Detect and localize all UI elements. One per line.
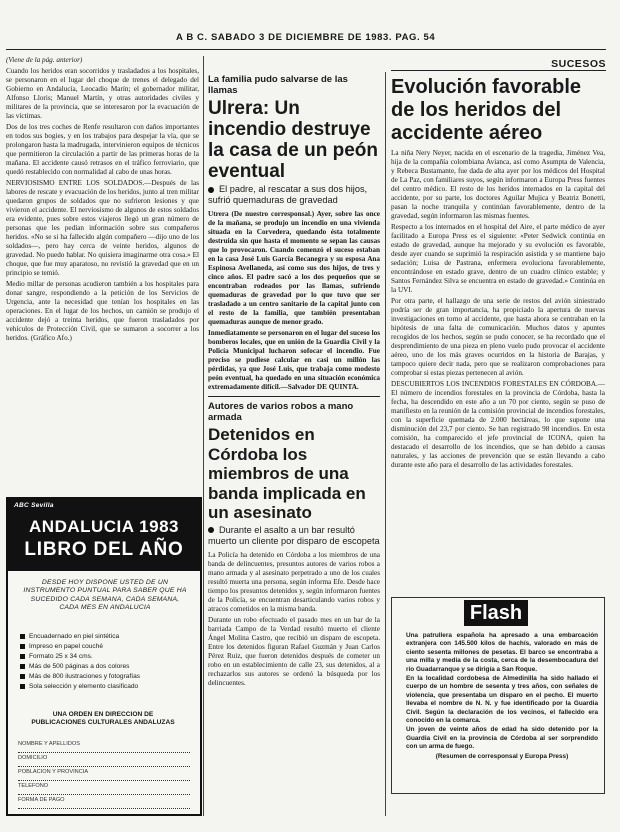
article-1-paragraph-1: Utrera (De nuestro corresponsal.) Ayer, sobre las once de la mañana, se produjo un incendio en una vivienda situada en la Corvedera, quedando ésta totalmente destruida sin que hasta el momento se sepan las causas que lo provocaron. Cuando comenzó el suceso estaban en la casa José Luis García Becanegra y su esposa Ana Espinosa Avellaneda, así como sus dos hijos, de tres y cinco años. El padre sacó a los dos pequeños que se encontraban rodeados por las llamas, sufriendo quemaduras de gravedad por lo que tuvo que ser trasladado a un centro sanitario de la capital junto con el resto de la familia, que también presentaban quemaduras aunque de menor grado. (208, 210, 380, 326)
ad-title-line-1: ANDALUCIA 1983 (29, 517, 179, 536)
article-2-paragraph-2: Durante un robo efectuado el pasado mes en un bar de la barriada Campo de la Verdad resultó muerto el cliente Ángel Molina Castro, que recibió un disparo de escopeta. Entre los detenidos figuran Rafael Guzmán y Juan Carlos Pérez Ruiz, que fueron detenidos después de cometer un robo en un establecimiento de calle 23, sus detenidos, al a rechazarlos sus autores se ordenó la búsqueda por los delincuentes. (208, 615, 380, 687)
article-1-paragraph-2: Inmediatamente se personaron en el lugar del suceso los bomberos locales, que en unión de la Guardia Civil y la Policía Municipal lucharon sofocar el incendio. Fue preciso se pudiese calcular en casi un millón las pérdidas, ya que José Luis, que trabaja como modesto peón eventual, ha quedado en una situación económica extremadamente difícil.—Salvador DE QUINTA. (208, 329, 380, 391)
article-1-headline: Ulrera: Un incendio destruye la casa de un peón eventual (208, 98, 378, 182)
article-3-paragraph-3: Por otra parte, el hallazgo de una serie de restos del avión siniestrado podría ser de gran importancia, ha propiciado la apertura de nuevas investigaciones en torno al accidente, que hasta ahora se centraban en la hipótesis de una falta de comunicación. Muchos datos y apuntes recogidos de los hechos, según se pudo conocer, se ha recordado que el desprendimiento de una pieza en pleno vuelo pudo provocar el accidente aéreo, uno de los más graves ocurridos en la historia de Barajas, y tampoco quiere decir nada, pero que se realizaron comprobaciones para comprobar si estas piezas pertenecen al avión. (391, 297, 605, 377)
bullet-square-icon (20, 654, 25, 659)
ad-order-form (18, 741, 190, 811)
left-paragraph-4: Medio millar de personas acudieron también a los hospitales para donar sangre, respondiendo a la petición de los Servicios de Urgencia, ante la necesidad que tenían los hospitales en las operaciones. En el lugar de los hechos, un camión se produjo el accidente dejó a treinta heridos, que fueron trasladados por vehículos de Protección Civil, que se sumaron a socorrer a los heridos. (Gráfico Afo.) (6, 280, 199, 342)
article-2-headline: Detenidos en Córdoba los miembros de una banda implicada en un asesinato (208, 425, 366, 522)
ad-feature: Impreso en papel couché (20, 642, 196, 652)
ad-feature: Formato 25 x 34 cms. (20, 652, 196, 662)
right-column (391, 76, 605, 594)
ad-title-line-2: LIBRO DEL AÑO (24, 539, 184, 560)
bullet-square-icon (20, 644, 25, 649)
column-divider-1 (203, 56, 204, 816)
article-3-paragraph-1: La niña Nery Neyer, nacida en el escenario de la tragedia, Jiménez Vea, hija de la compañía colombiana Avianca, así como Asumpta de Valencia, y Rebeca Bustamante, fue dada de alta ayer por los médicos del Hospital de La Paz, con familiares suyos, según informaron a Europa Press fuentes del centro médico. El resto de los heridos internados en la capital del accidente, por su parte, los doctores Aguilar Mujica y Beatriz Bonetti, pasan la noche tranquila y continúan favorablemente, dentro de la gravedad, según informaron las mismas fuentes. (391, 149, 605, 220)
bullet-square-icon (20, 634, 25, 639)
column-divider-2 (385, 72, 386, 816)
article-2-paragraph-1: La Policía ha detenido en Córdoba a los miembros de una banda de delincuentes, presuntos autores de varios robos a mano armada y al asesinato perpetrado a uno de los cuales resultó muerta una persona, según informa Efe. Desde hace tiempo los presuntos detenidos y, según informaron fuentes de la Policía, se encuentran desarticulando varios robos y atracos cometidos en la misma banda. (208, 550, 380, 613)
article-2-kicker: Autores de varios robos a mano armada (208, 401, 354, 423)
flash-item-2: En la localidad cordobesa de Almedinilla ha sido hallado el cuerpo de un hombre de sesenta y tres años, con señales de violencia, que presentaba un disparo en el pecho. El muerto llevaba el nombre de N. N. y fue identificado por la Guardia Civil. Según la declaración de los vecinos, el fallecido era conocido en la comarca. (406, 675, 598, 725)
left-column (6, 56, 199, 492)
ad-order-caption: UNA ORDEN EN DIRECCION DE PUBLICACIONES CULTURALES ANDALUZAS (31, 711, 175, 726)
left-paragraph-3: NERVIOSISMO ENTRE LOS SOLDADOS.—Después de las labores de rescate y evacuación de los heridos, junto al tren militar quedaron grupos de soldados que no sufrieron lesiones y que vivieron el accidente. El nerviosismo de algunos de estos soldados era evidente, pues sobre estos viajeros llegó un gran número de personas que les pedían información sobre sus compañeros heridos. «No se si ha fallecido algún compañero —dijo uno de los soldados—, pero hay cerca de veinte heridos, algunos de gravedad. No puedo hablar. No quisiera imaginarme otra cosa.» El choque, que fue muy aparatoso, no revistió la gravedad que en un principio se temió. (6, 179, 199, 277)
article-1-kicker: La familia pudo salvarse de las llamas (208, 74, 348, 96)
section-rule (391, 70, 606, 71)
form-field-address[interactable]: DOMICILIO (18, 755, 190, 767)
flash-source: (Resumen de corresponsal y Europa Press) (435, 752, 569, 760)
bullet-square-icon (20, 684, 25, 689)
form-field-phone[interactable]: TELEFONO (18, 783, 190, 795)
bullet-icon (208, 527, 214, 533)
form-field-city[interactable]: POBLACION Y PROVINCIA (18, 769, 190, 781)
form-field-payment[interactable]: FORMA DE PAGO (18, 797, 190, 809)
flash-text (406, 632, 598, 762)
ad-slogan: DESDE HOY DISPONE USTED DE UN INSTRUMENTO PUNTUAL PARA SABER QUE HA SUCEDIDO CADA SEMANA, CADA SEMANA, CADA MES EN ANDALUCIA (23, 579, 187, 612)
header-rule (6, 49, 606, 50)
article-1-subhead: El padre, al rescatar a sus dos hijos, sufrió quemaduras de gravedad (208, 184, 368, 205)
ad-logo: ABC Sevilla (14, 502, 54, 509)
flash-item-1: Una patrullera española ha apresado a una embarcación extranjera con 145.500 kilos de hachís, valorado en más de ciento sesenta millones de pesetas. El barco se encontraba a una milla y media de la costa, cerca de la desembocadura del río Guadarranque y se dirigía a San Roque. (406, 632, 598, 673)
flash-title: Flash (464, 600, 528, 626)
article-2-subhead: Durante el asalto a un bar resultó muerto un cliente por disparo de escopeta (208, 524, 380, 546)
ad-feature: Sola selección y elemento clasificado (20, 682, 196, 692)
ad-banner (8, 499, 200, 571)
book-advertisement (6, 497, 202, 816)
article-divider (208, 396, 380, 397)
flash-news-box (391, 597, 605, 794)
section-label: SUCESOS (551, 58, 606, 70)
flash-item-3: Un joven de veinte años de edad ha sido detenido por la Guardia Civil en la provincia de Córdoba al ser sorprendido con un arma de fuego. (406, 726, 598, 751)
article-3-paragraph-4: DESCUBIERTOS LOS INCENDIOS FORESTALES EN CÓRDOBA.—El número de incendios forestales en la provincia de Córdoba, hasta la fecha, ha descendido en este año a un 70 por ciento, según se puso de manifiesto en la reunión de la comisión provincial de incendios forestales, con la superficie quemada de 2.000 hectáreas, lo que supone una disminución del 23,7 por ciento. Se han registrado 98 incendios. En esta comisión, ha comparecido el jefe provincial de ICONA, quien ha destacado el desarrollo de los incendios, que se han debido a causas naturales, y las acciones de prevención que se están llevando a cabo durante este año para el desarrollo de las actividades forestales. (391, 380, 605, 469)
bullet-square-icon (20, 664, 25, 669)
form-field-name[interactable]: NOMBRE Y APELLIDOS (18, 741, 190, 753)
article-3-headline: Evolución favorable de los heridos del accidente aéreo (391, 76, 582, 144)
article-3-paragraph-2: Respecto a los internados en el hospital del Aire, el parte médico de ayer facilitado a Europa Press es el siguiente: «Peter Sedwick continúa en estado de gravedad, aunque ha mejorado y su evolución es favorable, desde ayer cuando se suprimió la respiración asistida y se mantiene bajo sedación; Luisa de Pastrana, enfermera evoluciona favorablemente, encontrándose en estado grave, dentro de un cuadro clínico estable; y Santos Fernández Silva se encuentra en estado de gravedad.» Continúa en la UVI. (391, 223, 605, 294)
ad-feature: Encuadernado en piel sintética (20, 632, 196, 642)
middle-column (208, 74, 380, 816)
continued-from: (Viene de la pág. anterior) (6, 56, 83, 64)
ad-feature: Más de 800 ilustraciones y fotografías (20, 672, 196, 682)
bullet-icon (208, 187, 214, 193)
left-paragraph-2: Dos de los tres coches de Renfe resultaron con daños importantes en todos sus bogies, y en los trabajos para despejar la vía, que se prolongaron hasta la madrugada, intervinieron equipos de técnicos que permitieron la circulación a partir de las primeras horas de la mañana. El accidente causó retrasos en el tráfico ferroviario, que quedó restablecido con normalidad al cabo de unas horas. (6, 123, 199, 176)
bullet-square-icon (20, 674, 25, 679)
ad-feature: Más de 500 páginas a dos colores (20, 662, 196, 672)
page-header: A B C. SABADO 3 DE DICIEMBRE DE 1983. PAG. 54 (176, 32, 436, 43)
ad-feature-list (20, 632, 196, 692)
left-paragraph-1: Cuando los heridos eran socorridos y trasladados a los hospitales, se personaron en el lugar del choque de trenes el delegado del Gobierno en Andalucía, Leocadio Marín; el gobernador militar, Alfonso Lloris; Manuel Martín, y otras autoridades civiles y militares de la provincia, que se interesaron por la evacuación de las víctimas. (6, 67, 199, 120)
